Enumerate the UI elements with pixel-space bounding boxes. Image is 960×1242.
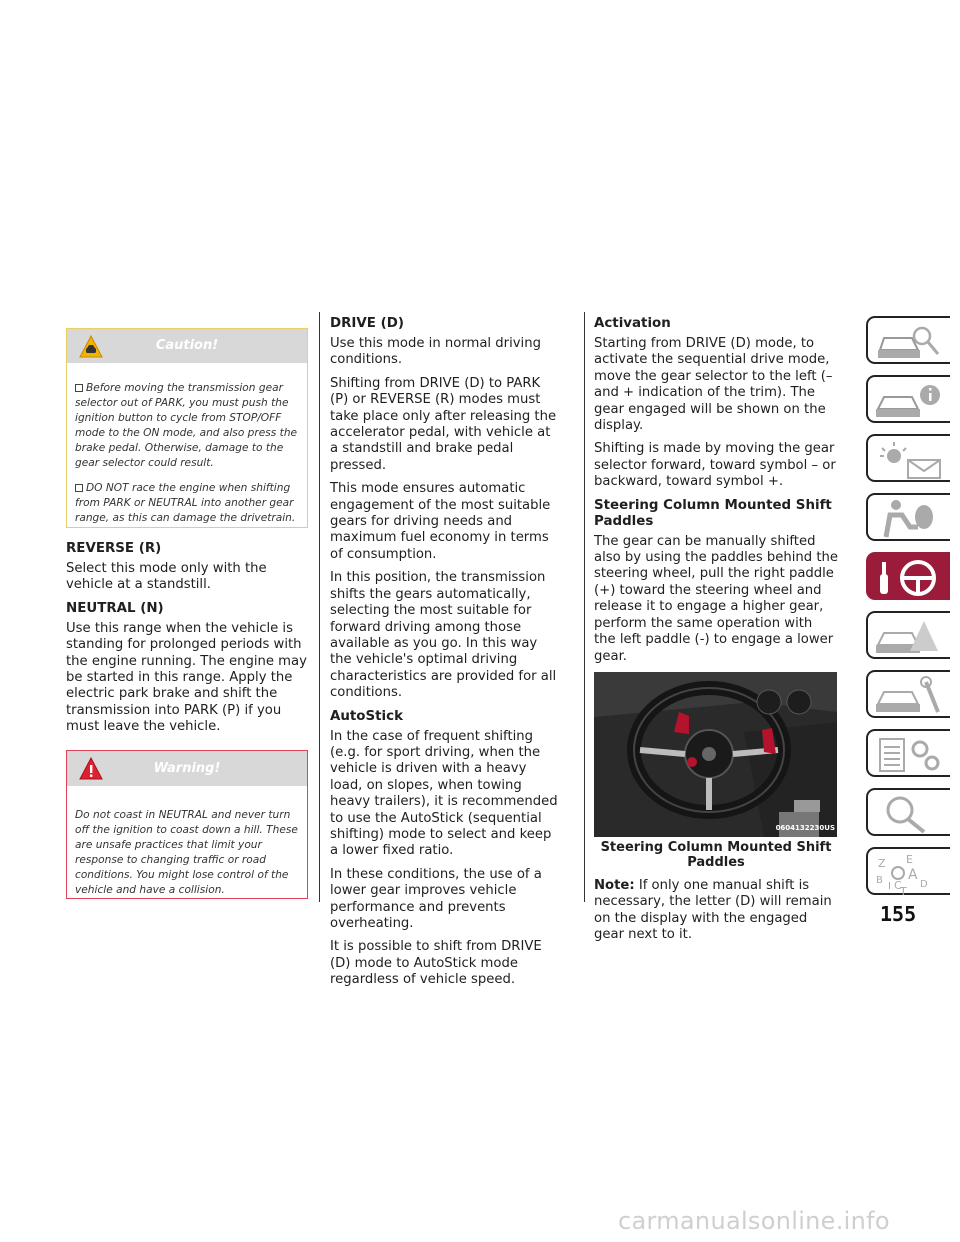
caution-title: Caution!: [155, 338, 219, 353]
column-right: [594, 316, 838, 951]
tab-in-case-of-emergency[interactable]: [866, 611, 950, 659]
seat-airbag-icon: [872, 497, 948, 541]
warning-header: [67, 751, 307, 786]
steering-wheel-photo: [594, 672, 837, 837]
svg-text:E: E: [906, 853, 913, 866]
tab-instrument-panel[interactable]: [866, 375, 950, 423]
watermark: carmanualsonline.info: [618, 1207, 890, 1235]
autostick-paragraph: In the case of frequent shifting (e.g. for sport driving, when the vehicle is driven with a heavy load, on slopes, when towing heavy trailers), it is recommended to use the AutoStick (sequential shifting) mode to select and keep a lower fixed ratio.: [330, 728, 558, 859]
svg-text:B: B: [876, 875, 883, 886]
svg-text:A: A: [908, 867, 918, 883]
index-letters-icon: [872, 851, 948, 895]
column-left: [66, 541, 310, 743]
magnifier-icon: [872, 792, 948, 836]
svg-text:D: D: [920, 879, 928, 890]
note: [594, 878, 838, 944]
column-middle: [330, 316, 562, 996]
warning-box: [66, 750, 308, 899]
column-divider: [319, 312, 320, 902]
caution-box: [66, 328, 308, 528]
paddles-heading: Steering Column Mounted Shift Paddles: [594, 497, 832, 529]
warning-light-message-icon: [872, 438, 948, 482]
note-label: Note:: [594, 877, 635, 893]
tab-index[interactable]: [866, 788, 950, 836]
car-emergency-icon: [872, 615, 948, 659]
reverse-heading: REVERSE (R): [66, 541, 162, 556]
checkbox-bullet-icon: [75, 384, 83, 392]
autostick-paragraph: In these conditions, the use of a lower gear improves vehicle performance and prevents overheating.: [330, 866, 542, 931]
caution-header: [67, 329, 307, 363]
warning-title: Warning!: [153, 761, 221, 776]
note-text: If only one manual shift is necessary, the letter (D) will remain on the display with the engaged gear next to it.: [594, 877, 832, 943]
page-number: 155: [880, 902, 917, 926]
column-divider: [584, 312, 585, 902]
paddles-text: The gear can be manually shifted also by using the paddles behind the steering wheel, pull the right paddle (+) toward the steering wheel and release it to engage a higher gear, perform the same operation with the left paddle (-) to engage a lower gear.: [594, 533, 838, 664]
checkbox-bullet-icon: [75, 484, 83, 492]
tab-technical-specifications[interactable]: [866, 729, 950, 777]
neutral-heading: NEUTRAL (N): [66, 600, 164, 616]
tab-safety[interactable]: [866, 493, 950, 541]
svg-text:Z: Z: [878, 857, 886, 870]
drive-paragraph: Shifting from DRIVE (D) to PARK (P) or REVERSE (R) modes must take place only after releasing the accelerator pedal, with vehicle at a standstill and brake pedal pressed.: [330, 375, 557, 473]
steering-wheel-illustration: [594, 672, 837, 837]
tab-alphabetical-index[interactable]: [866, 847, 950, 895]
reverse-text: Select this mode only with the vehicle at a standstill.: [66, 561, 267, 593]
svg-text:I: I: [888, 881, 891, 892]
drive-paragraph: In this position, the transmission shifts the gears automatically, selecting the most suitable for forward driving among those available as you go. In this way the vehicle's optimal driving characteristics are provided for all conditions.: [330, 570, 557, 701]
activation-paragraph: Shifting is made by moving the gear selector forward, toward symbol – or backward, toward symbol +.: [594, 441, 836, 490]
svg-text:C: C: [894, 879, 902, 892]
specifications-gear-icon: [872, 733, 948, 777]
caution-item: Before moving the transmission gear selector out of PARK, you must push the ignition button to cycle from STOP/OFF mode to the ON mode, and also press the brake pedal. Otherwise, damage to the gear selector could result.: [75, 382, 298, 469]
autostick-heading: AutoStick: [330, 708, 403, 724]
activation-paragraph: Starting from DRIVE (D) mode, to activate the sequential drive mode, move the gear selector to the left (– and + indication of the trim). The gear engaged will be shown on the display.: [594, 336, 833, 434]
warning-text: Do not coast in NEUTRAL and never turn off the ignition to coast down a hill. These are unsafe practices that limit your response to changing traffic or road conditions. You might lose control of the vehicle and have a collision.: [75, 809, 298, 896]
tab-warning-lights[interactable]: [866, 434, 950, 482]
car-service-icon: [872, 674, 948, 718]
car-search-icon: [872, 320, 948, 364]
figure-caption: Steering Column Mounted Shift Paddles: [600, 839, 832, 870]
drive-paragraph: This mode ensures automatic engagement of the most suitable gears for driving needs and maximum fuel economy in terms of consumption.: [330, 481, 551, 562]
caution-item: DO NOT race the engine when shifting from PARK or NEUTRAL into another gear range, as this can damage the drivetrain.: [75, 482, 296, 524]
drive-heading: DRIVE (D): [330, 316, 404, 331]
tab-servicing-and-maintenance[interactable]: [866, 670, 950, 718]
drive-paragraph: Use this mode in normal driving conditions.: [330, 336, 541, 368]
figure-code: 0604132230US: [775, 823, 835, 832]
key-steering-wheel-icon: [872, 556, 948, 600]
car-info-icon: [872, 379, 948, 423]
tab-starting-and-operating[interactable]: [866, 552, 950, 600]
svg-text:T: T: [900, 885, 907, 895]
neutral-text: Use this range when the vehicle is standing for prolonged periods with the engine running. The engine may be started in this range. Apply the electric park brake and shift the transmission into PARK (P) if you must leave the vehicle.: [66, 620, 307, 735]
activation-heading: Activation: [594, 316, 671, 331]
autostick-paragraph: It is possible to shift from DRIVE (D) mode to AutoStick mode regardless of vehicle speed.: [330, 939, 542, 988]
tab-getting-to-know-vehicle[interactable]: [866, 316, 950, 364]
